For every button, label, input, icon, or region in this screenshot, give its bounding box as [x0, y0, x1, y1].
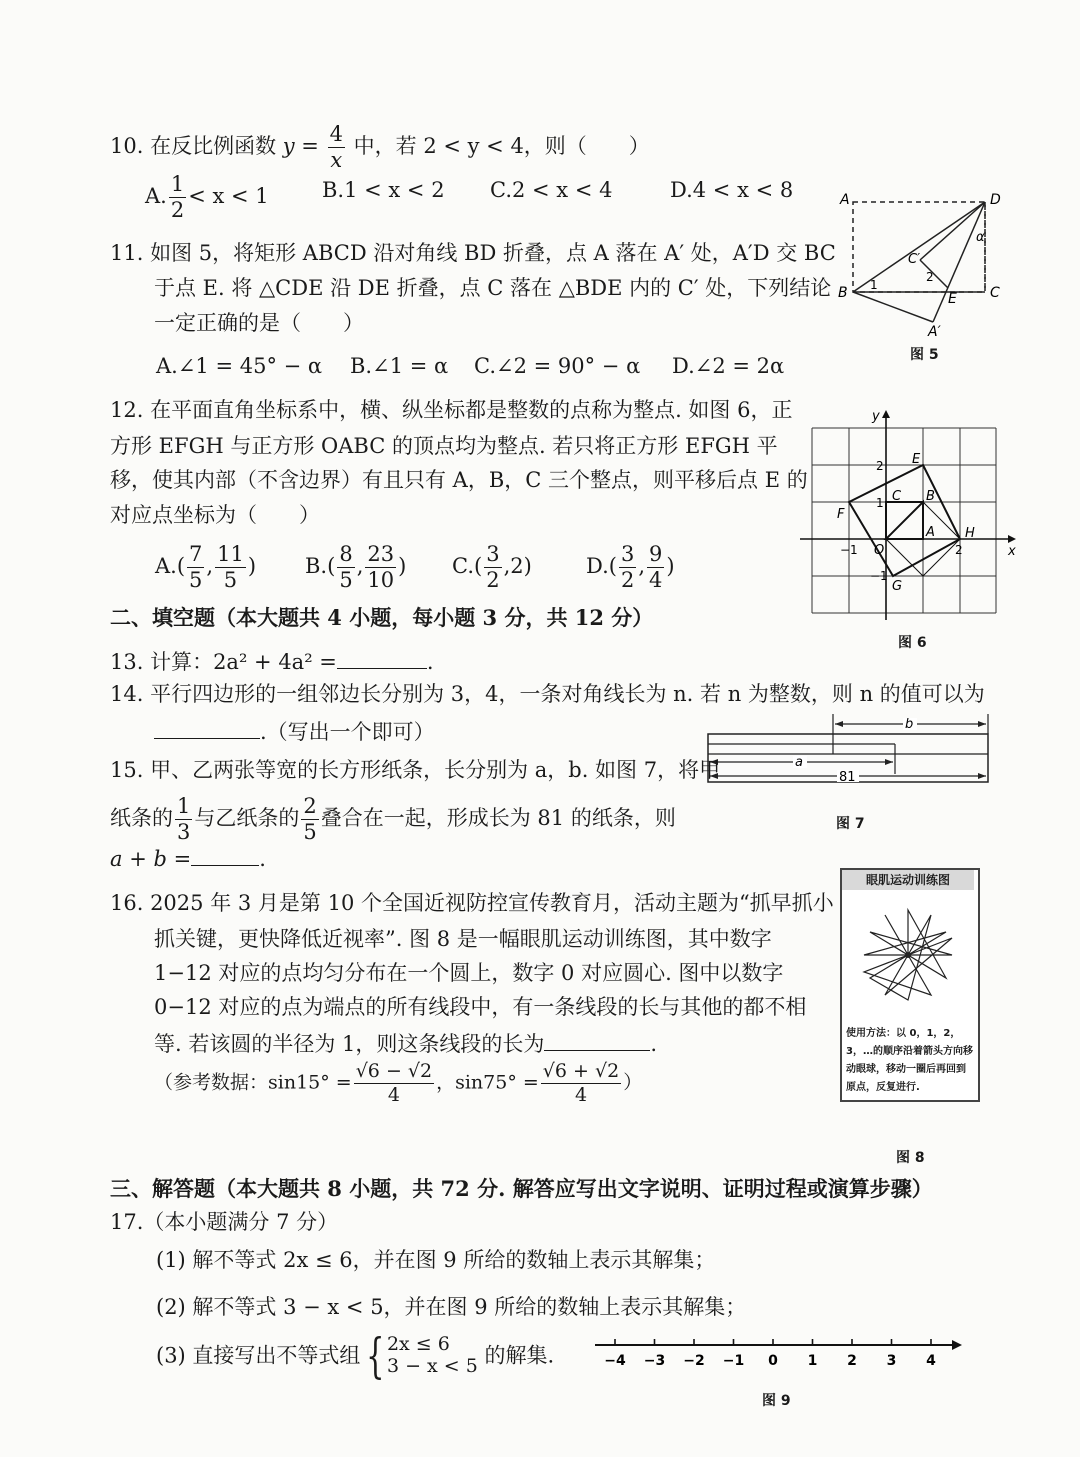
q12-option-b: B.( $\frac{8}{5}$ , $\frac{23}{10}$ ): [305, 542, 407, 592]
q16-line2: 抓关键，更快降低近视率”. 图 8 是一幅眼肌运动训练图，其中数字: [154, 927, 772, 951]
fig5-caption: 图 5: [910, 347, 939, 363]
fig6-label-g: G: [892, 579, 903, 594]
q10-option-a: A. $\frac{1}{2}$ < x < 1: [145, 172, 269, 222]
q16-reference-data: （参考数据：sin15° = $\frac{√6 - √2}{4}$ ，sin75° = $\frac{√6 + √2}{4}$ ）: [154, 1060, 643, 1106]
fig6-label-c: C: [892, 489, 902, 504]
q10-option-b: B.1 < x < 2: [322, 178, 445, 202]
fig5-angle-alpha: α: [976, 230, 985, 245]
q15-line1: 15. 甲、乙两张等宽的长方形纸条，长分别为 a，b. 如图 7，将甲: [110, 758, 721, 782]
fig8-usage-text: 使用方法：以 0，1，2，3，…的顺序沿着箭头方向移动眼球，移动一圈后再回到原点，反复进行.: [846, 1028, 973, 1093]
figure-7: [705, 712, 995, 792]
fig5-angle-1: 1: [870, 278, 878, 292]
fig6-label-h: H: [965, 526, 975, 541]
figure-8-eye-training-poster: [840, 868, 980, 1102]
q11-option-b: B.∠1 = α: [350, 354, 449, 378]
q10-stem: 10. 在反比例函数 y = $\frac{4}{x}$ 中，若 2 < y < 4，则（ ）: [110, 122, 650, 172]
q17-part3: (3) 直接写出不等式组 { 2x ≤ 6 3 − x < 5 的解集.: [156, 1328, 555, 1384]
fig6-tick-x2: 2: [955, 543, 963, 557]
q12-line2: 方形 EFGH 与正方形 OABC 的顶点均为整点. 若只将正方形 EFGH 平: [110, 434, 778, 458]
fig5-label-a: A: [840, 192, 850, 208]
q16-line4: 0−12 对应的点为端点的所有线段中，有一条线段的长与其他的都不相: [154, 995, 807, 1019]
q16-line3: 1−12 对应的点均匀分布在一个圆上，数字 0 对应圆心. 图中以数字: [154, 961, 784, 985]
fig9-tick-label: 4: [926, 1353, 936, 1369]
q10-option-c: C.2 < x < 4: [490, 178, 613, 202]
figure-5: [830, 185, 1020, 355]
figure-9-number-line: [590, 1335, 970, 1385]
section-2-heading: 二、填空题（本大题共 4 小题，每小题 3 分，共 12 分）: [110, 605, 654, 630]
q15-line3: a + b = .: [110, 847, 266, 871]
fig6-axis-y: y: [872, 409, 880, 424]
q11-line2: 于点 E. 将 △CDE 沿 DE 折叠，点 C 落在 △BDE 内的 C′ 处，下列结论: [154, 276, 832, 300]
q12-option-d: D.( $\frac{3}{2}$ , $\frac{9}{4}$ ): [586, 542, 675, 592]
q12-option-c: C.( $\frac{3}{2}$ ,2): [452, 542, 532, 592]
q16-line5: 等. 若该圆的半径为 1，则这条线段的长为 .: [154, 1032, 658, 1056]
fig6-label-a: A: [926, 525, 935, 540]
q17-part1: (1) 解不等式 2x ≤ 6，并在图 9 所给的数轴上表示其解集；: [156, 1248, 716, 1272]
fig6-label-f: F: [837, 507, 845, 522]
fig6-tick-xm1: −1: [840, 543, 858, 557]
fig7-label-81: 81: [839, 770, 856, 785]
section-3-heading: 三、解答题（本大题共 8 小题，共 72 分. 解答应写出文字说明、证明过程或演算步骤）: [110, 1176, 933, 1201]
fig6-tick-y2: 2: [876, 459, 884, 473]
q12-line4: 对应点坐标为（ ）: [110, 503, 320, 527]
fig8-title: 眼肌运动训练图: [842, 870, 974, 890]
q11-option-a: A.∠1 = 45° − α: [156, 354, 323, 378]
fig8-caption: 图 8: [896, 1150, 925, 1166]
fig7-caption: 图 7: [836, 816, 865, 832]
fig9-tick-label: 2: [847, 1353, 857, 1369]
fig9-tick-label: 1: [807, 1353, 818, 1369]
fig9-tick-label: −2: [683, 1353, 705, 1369]
q16-answer-blank[interactable]: [544, 1032, 650, 1051]
fig5-label-c: C: [990, 285, 1000, 301]
q11-option-d: D.∠2 = 2α: [672, 354, 785, 378]
fig9-tick-label: 3: [886, 1353, 897, 1369]
q13-stem: 13. 计算：2a² + 4a² = .: [110, 650, 434, 674]
q11-line1: 11. 如图 5，将矩形 ABCD 沿对角线 BD 折叠，点 A 落在 A′ 处，A′D 交 BC: [110, 241, 836, 265]
fig9-caption: 图 9: [762, 1393, 791, 1409]
q15-answer-blank[interactable]: [191, 847, 259, 866]
fig6-label-b: B: [926, 489, 935, 504]
fig7-label-b: b: [905, 717, 914, 732]
q14-line1: 14. 平行四边形的一组邻边长分别为 3，4，一条对角线长为 n. 若 n 为整数，则 n 的值可以为: [110, 682, 985, 706]
fig5-label-b: B: [838, 285, 848, 301]
q17-heading: 17.（本小题满分 7 分）: [110, 1210, 339, 1234]
fig5-label-e: E: [948, 291, 957, 307]
fig6-tick-ym1: −1: [870, 569, 888, 583]
fig6-caption: 图 6: [898, 635, 927, 651]
q10-func-fraction: $\frac{4}{x}$: [329, 122, 343, 172]
fig6-tick-y1: 1: [876, 496, 884, 510]
q12-option-a: A.( $\frac{7}{5}$ , $\frac{11}{5}$ ): [155, 542, 257, 592]
q14-line2: .（写出一个即可）: [154, 720, 435, 743]
fig9-tick-label: −1: [722, 1353, 745, 1369]
fig5-label-a-prime: A′: [928, 324, 941, 340]
fig6-label-o: O: [874, 543, 885, 558]
q17-system: 2x ≤ 6 3 − x < 5: [386, 1333, 478, 1377]
fig7-label-a: a: [795, 755, 803, 770]
q12-line1: 12. 在平面直角坐标系中，横、纵坐标都是整数的点称为整点. 如图 6，正: [110, 398, 793, 422]
fig9-tick-label: −4: [604, 1353, 626, 1369]
fig9-tick-label: −3: [643, 1353, 666, 1369]
q11-option-c: C.∠2 = 90° − α: [474, 354, 641, 378]
fig5-angle-2: 2: [926, 270, 934, 284]
fig5-label-c-prime: C′: [908, 252, 921, 267]
q16-line1: 16. 2025 年 3 月是第 10 个全国近视防控宣传教育月，活动主题为“抓早抓小: [110, 891, 834, 915]
q13-answer-blank[interactable]: [337, 650, 427, 669]
q11-line3: 一定正确的是（ ）: [154, 311, 364, 335]
fig6-label-e: E: [912, 452, 921, 467]
q14-answer-blank[interactable]: [154, 720, 260, 739]
q17-part2: (2) 解不等式 3 − x < 5，并在图 9 所给的数轴上表示其解集；: [156, 1295, 747, 1319]
q12-line3: 移，使其内部（不含边界）有且只有 A，B，C 三个整点，则平移后点 E 的: [110, 468, 808, 492]
fig5-label-d: D: [990, 192, 1001, 208]
fig9-tick-label: 0: [768, 1353, 778, 1369]
q10-option-d: D.4 < x < 8: [670, 178, 794, 202]
figure-6: [800, 408, 1020, 623]
fig8-star-diagram: [842, 892, 974, 1022]
system-brace-icon: {: [366, 1328, 385, 1384]
fig6-axis-x: x: [1008, 544, 1016, 559]
q15-line2: 纸条的 $\frac{1}{3}$ 与乙纸条的 $\frac{2}{5}$ 叠合在一起，形成长为 81 的纸条，则: [110, 794, 676, 844]
